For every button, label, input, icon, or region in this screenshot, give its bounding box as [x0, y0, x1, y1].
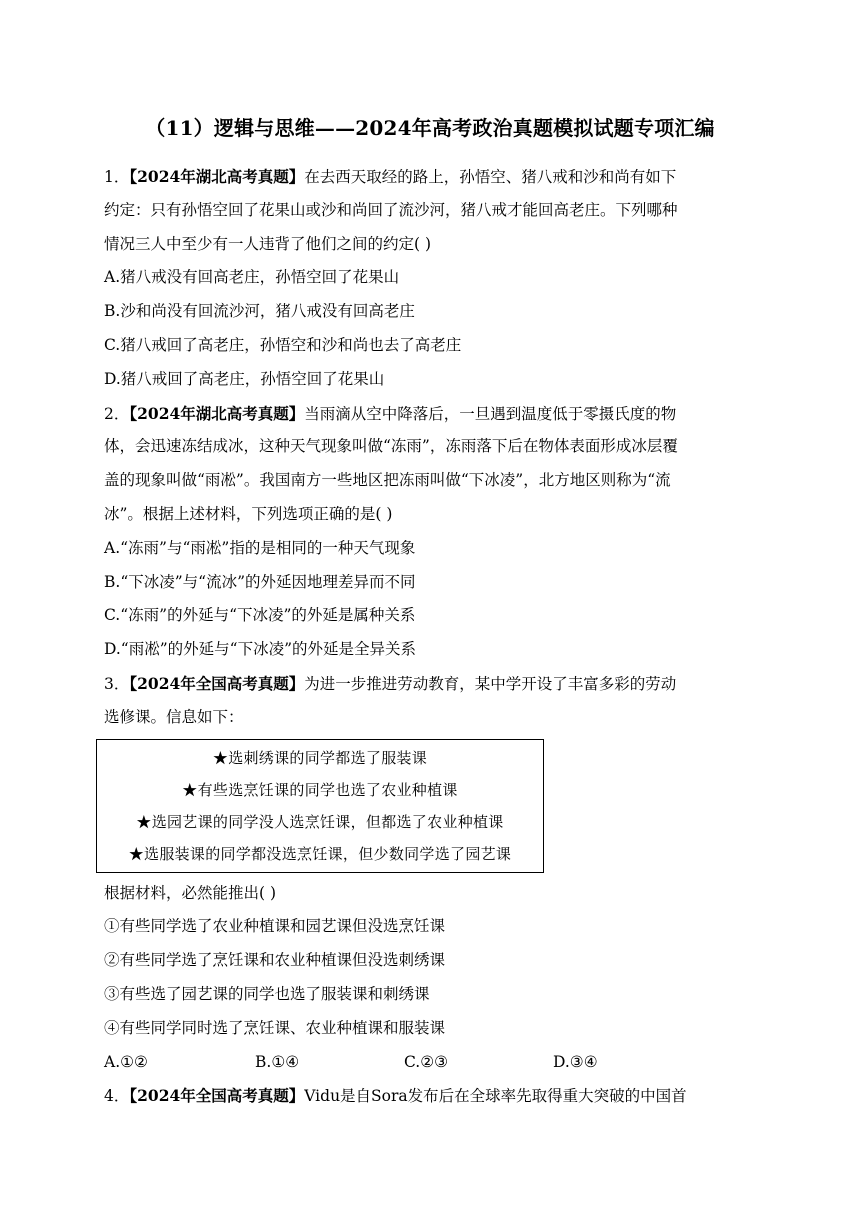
- question-2-stem-line-1: [104, 397, 764, 431]
- question-3-choices: [104, 1046, 764, 1080]
- question-number: 2．: [104, 404, 130, 423]
- question-4: [104, 1079, 764, 1113]
- course-info-item: ★选园艺课的同学没人选烹饪课，但都选了农业种植课: [136, 812, 504, 831]
- question-3-statement-1: ①有些同学选了农业种植课和园艺课但没选烹饪课: [104, 917, 446, 936]
- question-3-statement-4: ④有些同学同时选了烹饪课、农业种植课和服装课: [104, 1018, 446, 1037]
- question-source: 【2024年湖北高考真题】: [129, 403, 305, 423]
- question-1-stem-line-2: 约定：只有孙悟空回了花果山或沙和尚回了流沙河，猪八戒才能回高老庄。下列哪种: [104, 200, 678, 219]
- question-2-option-b: B.“下冰凌”与“流冰”的外延因地理差异而不同: [104, 572, 416, 591]
- question-2: [104, 397, 764, 667]
- question-2-option-d: D.“雨凇”的外延与“下冰凌”的外延是全异关系: [104, 640, 416, 659]
- question-number: 1．: [104, 168, 130, 186]
- question-2-stem-line-4: 冰”。根据上述材料，下列选项正确的是( ): [104, 504, 393, 523]
- question-3-statement-3: ③有些选了园艺课的同学也选了服装课和刺绣课: [104, 984, 430, 1003]
- course-info-item: ★有些选烹饪课的同学也选了农业种植课: [182, 780, 458, 799]
- question-2-option-a: A.“冻雨”与“雨凇”指的是相同的一种天气现象: [104, 538, 416, 557]
- page-title: （11）逻辑与思维——2024年高考政治真题模拟试题专项汇编: [145, 116, 715, 140]
- question-1-option-d: D.猪八戒回了高老庄，孙悟空回了花果山: [104, 369, 385, 388]
- question-3-choice-d: D.③④: [553, 1052, 598, 1071]
- question-source: 【2024年全国高考真题】: [129, 673, 305, 693]
- question-4-stem-line-1: [104, 1079, 764, 1113]
- question-3-choice-a: A.①②: [104, 1052, 148, 1071]
- question-2-option-c: C.“冻雨”的外延与“下冰凌”的外延是属种关系: [104, 606, 416, 625]
- question-3-prompt: 根据材料，必然能推出( ): [104, 883, 277, 902]
- question-stem-text: Vidu是自Sora发布后在全球率先取得重大突破的中国首: [304, 1087, 687, 1106]
- question-stem-text: 当雨滴从空中降落后，一旦遇到温度低于零摄氏度的物: [304, 404, 677, 423]
- question-3: [104, 667, 764, 1079]
- question-1-option-a: A.猪八戒没有回高老庄，孙悟空回了花果山: [104, 268, 400, 287]
- question-source: 【2024年湖北高考真题】: [129, 167, 305, 186]
- question-stem-text: 在去西天取经的路上，孙悟空、猪八戒和沙和尚有如下: [304, 168, 677, 186]
- course-info-item: ★选服装课的同学都没选烹饪课，但少数同学选了园艺课: [128, 844, 512, 863]
- question-1-option-b: B.沙和尚没有回流沙河，猪八戒没有回高老庄: [104, 302, 415, 321]
- question-2-stem-line-3: 盖的现象叫做“雨凇”。我国南方一些地区把冻雨叫做“下冰凌”，北方地区则称为“流: [104, 471, 671, 490]
- question-3-choice-b: B.①④: [255, 1052, 300, 1071]
- question-source: 【2024年全国高考真题】: [129, 1086, 305, 1106]
- question-number: 3．: [104, 674, 130, 693]
- question-1: [104, 160, 764, 397]
- course-info-box: [96, 739, 544, 873]
- question-1-option-c: C.猪八戒回了高老庄，孙悟空和沙和尚也去了高老庄: [104, 335, 462, 354]
- question-3-stem-line-2: 选修课。信息如下：: [104, 707, 244, 726]
- question-number: 4．: [104, 1087, 130, 1106]
- question-3-choice-c: C.②③: [404, 1052, 449, 1071]
- question-1-stem-line-3: 情况三人中至少有一人违背了他们之间的约定( ): [104, 234, 432, 253]
- course-info-item: ★选刺绣课的同学都选了服装课: [212, 748, 428, 767]
- question-3-stem-line-1: [104, 667, 764, 701]
- question-3-statement-2: ②有些同学选了烹饪课和农业种植课但没选刺绣课: [104, 951, 446, 970]
- question-2-stem-line-2: 体，会迅速冻结成冰，这种天气现象叫做“冻雨”，冻雨落下后在物体表面形成冰层覆: [104, 437, 678, 456]
- question-stem-text: 为进一步推进劳动教育，某中学开设了丰富多彩的劳动: [304, 674, 677, 693]
- question-list: [104, 160, 764, 1113]
- question-1-stem-line-1: [104, 160, 764, 194]
